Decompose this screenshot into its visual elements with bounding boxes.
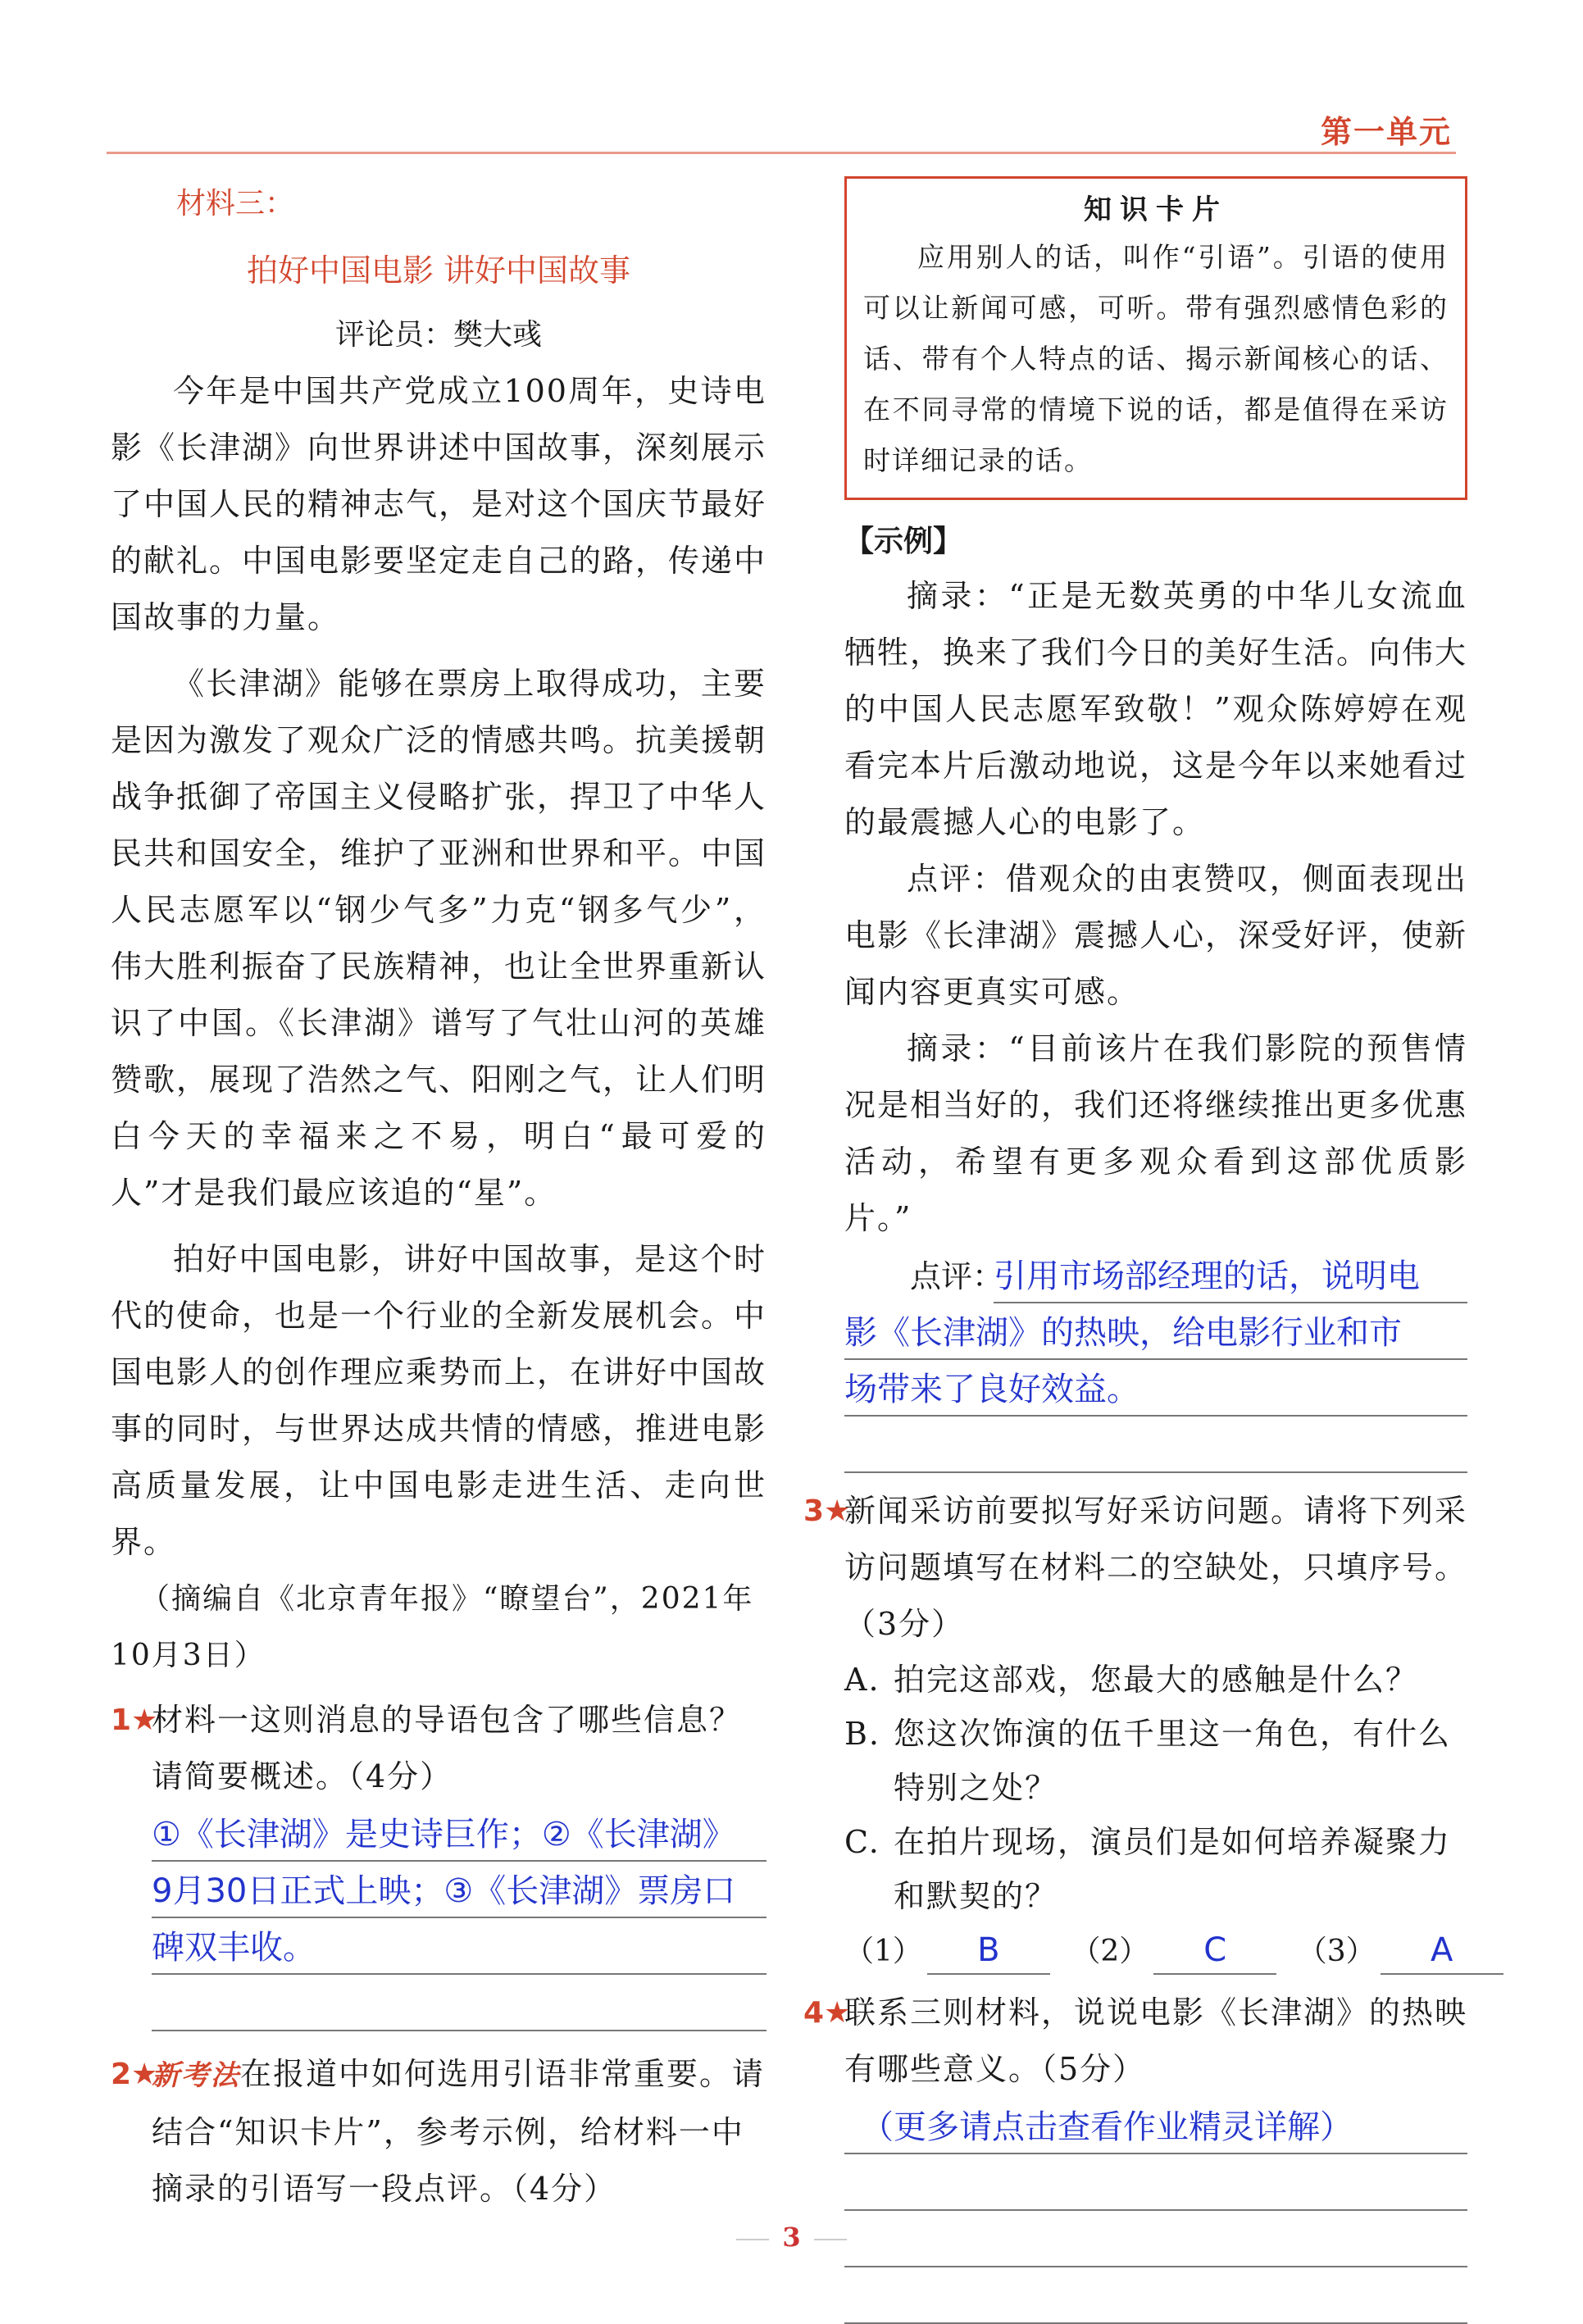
answer-area[interactable] (152, 1805, 766, 2031)
comment-label: 点评： (910, 1258, 1004, 1294)
blank-label: （1） (844, 1935, 922, 1968)
paragraph-2: 《长津湖》能够在票房上取得成功，主要是因为激发了观众广泛的情感共鸣。抗美援朝战争抵御了帝国主义侵略扩张，捍卫了中华人民共和国安全，维护了亚洲和世界和平。中国人民志愿军以“钢少气多”力克“钢多气少”，伟大胜利振奋了民族精神，也让全世界重新认识了中国。《长津湖》谱写了气壮山河的英雄赞歌，展现了浩然之气、阳刚之气，让人们明白今天的幸福来之不易，明白“最可爱的人”才是我们最应该追的“星”。 (111, 666, 767, 1211)
question-number: 3★ (803, 1494, 851, 1528)
knowledge-card (844, 176, 1467, 500)
blank-2[interactable]: C (1153, 1927, 1276, 1975)
question-text: 材料一这则消息的导语包含了哪些信息？请简要概述。（4分） (152, 1702, 743, 1794)
blank-label: （3） (1297, 1935, 1376, 1968)
option-text-cont: 特别之处？ (894, 1770, 1058, 1806)
new-method-tag: 新考法 (152, 2059, 240, 2092)
answer-line: （更多请点击查看作业精灵详解） (844, 2098, 1467, 2154)
card-title: 知识卡片 (1084, 193, 1228, 226)
question-3 (803, 1483, 1468, 1980)
question-text: 联系三则材料，说说电影《长津湖》的热映有哪些意义。（5分） (844, 1994, 1468, 2087)
option-text: 拍完这部戏，您最大的感触是什么？ (894, 1662, 1419, 1698)
source-citation: （摘编自《北京青年报》“瞭望台”，2021年10月3日） (111, 1582, 754, 1672)
answer-line: 引用市场部经理的话，说明电 (994, 1247, 1467, 1303)
option-b[interactable] (844, 1707, 1467, 1761)
question-2 (111, 2046, 766, 2217)
option-label: C. (844, 1824, 880, 1860)
answer-line: 9月30日正式上映；③《长津湖》票房口 (152, 1862, 766, 1918)
example-comment-1: 点评：借观众的由衷赞叹，侧面表现出电影《长津湖》震撼人心，深受好评，使新闻内容更真实可感。 (844, 861, 1468, 1010)
material-title: 拍好中国电影 讲好中国故事 (246, 252, 631, 289)
example-label: 【示例】 (844, 525, 963, 558)
answer-line: 碑双丰收。 (152, 1918, 766, 1975)
paragraph-1: 今年是中国共产党成立100周年，史诗电影《长津湖》向世界讲述中国故事，深刻展示了中国人民的精神志气，是对这个国庆节最好的献礼。中国电影要坚定走自己的路，传递中国故事的力量。 (111, 373, 767, 635)
header-divider (107, 152, 1456, 154)
question-1 (111, 1692, 766, 2031)
option-text-cont: 和默契的？ (894, 1878, 1058, 1914)
blank-label: （2） (1071, 1935, 1149, 1968)
option-a[interactable] (844, 1653, 1467, 1707)
answer-line[interactable]: 影《长津湖》的热映，给电影行业和市 (844, 1303, 1467, 1360)
question-number: 1★ (111, 1703, 158, 1737)
answer-line (844, 2154, 1467, 2211)
option-text: 您这次饰演的伍千里这一角色，有什么 (894, 1716, 1452, 1752)
material-label: 材料三： (176, 187, 295, 221)
answer-line[interactable] (844, 1417, 1467, 1473)
question-text-wrap (152, 2046, 766, 2217)
option-label: B. (844, 1716, 881, 1752)
answer-line (844, 2267, 1467, 2324)
example-excerpt-1: 摘录：“正是无数英勇的中华儿女流血牺牲，换来了我们今日的美好生活。向伟大的中国人民志愿军致敬！”观众陈婷婷在观看完本片后激动地说，这是今年以来她看过的最震撼人心的电影了。 (844, 578, 1468, 840)
blank-3[interactable]: A (1381, 1927, 1503, 1975)
card-body: 应用别人的话，叫作“引语”。引语的使用可以让新闻可感，可听。带有强烈感情色彩的话、带有个人特点的话、揭示新闻核心的话、在不同寻常的情境下说的话，都是值得在采访时详细记录的话。 (863, 241, 1449, 476)
fill-in-row (844, 1923, 1467, 1980)
unit-title: 第一单元 (1320, 114, 1452, 150)
question-number: 4★ (803, 1996, 851, 2030)
question-number: 2★ (111, 2058, 158, 2091)
question-4 (803, 1985, 1468, 2324)
answer-line: ①《长津湖》是史诗巨作；②《长津湖》 (152, 1805, 766, 1862)
answer-line (152, 1975, 766, 2031)
paragraph-3: 拍好中国电影，讲好中国故事，是这个时代的使命，也是一个行业的全新发展机会。中国电影人的创作理应乘势而上，在讲好中国故事的同时，与世界达成共情的情感，推进电影高质量发展，让中国电影走进生活、走向世界。 (111, 1241, 767, 1560)
right-column (803, 172, 1468, 2324)
answer-line[interactable]: 场带来了良好效益。 (844, 1360, 1467, 1417)
example-excerpt-2: 摘录：“目前该片在我们影院的预售情况是相当好的，我们还将继续推出更多优惠活动，希望有更多观众看到这部优质影片。” (844, 1030, 1468, 1236)
option-c[interactable] (844, 1815, 1467, 1869)
answer-area[interactable] (844, 2098, 1467, 2324)
question-text: 在报道中如何选用引语非常重要。请结合“知识卡片”，参考示例，给材料一中摘录的引语写一段点评。（4分） (152, 2056, 766, 2207)
option-label: A. (844, 1662, 880, 1698)
question-text: 新闻采访前要拟写好采访问题。请将下列采访问题填写在材料二的空缺处，只填序号。（3分） (844, 1493, 1468, 1642)
option-text: 在拍片现场，演员们是如何培养凝聚力 (894, 1824, 1452, 1860)
byline: 评论员：樊大彧 (334, 318, 542, 352)
blank-1[interactable]: B (927, 1927, 1050, 1975)
comment-row[interactable] (844, 1247, 1467, 1303)
page-number: 3 (0, 2222, 1583, 2253)
left-column (111, 172, 766, 2217)
